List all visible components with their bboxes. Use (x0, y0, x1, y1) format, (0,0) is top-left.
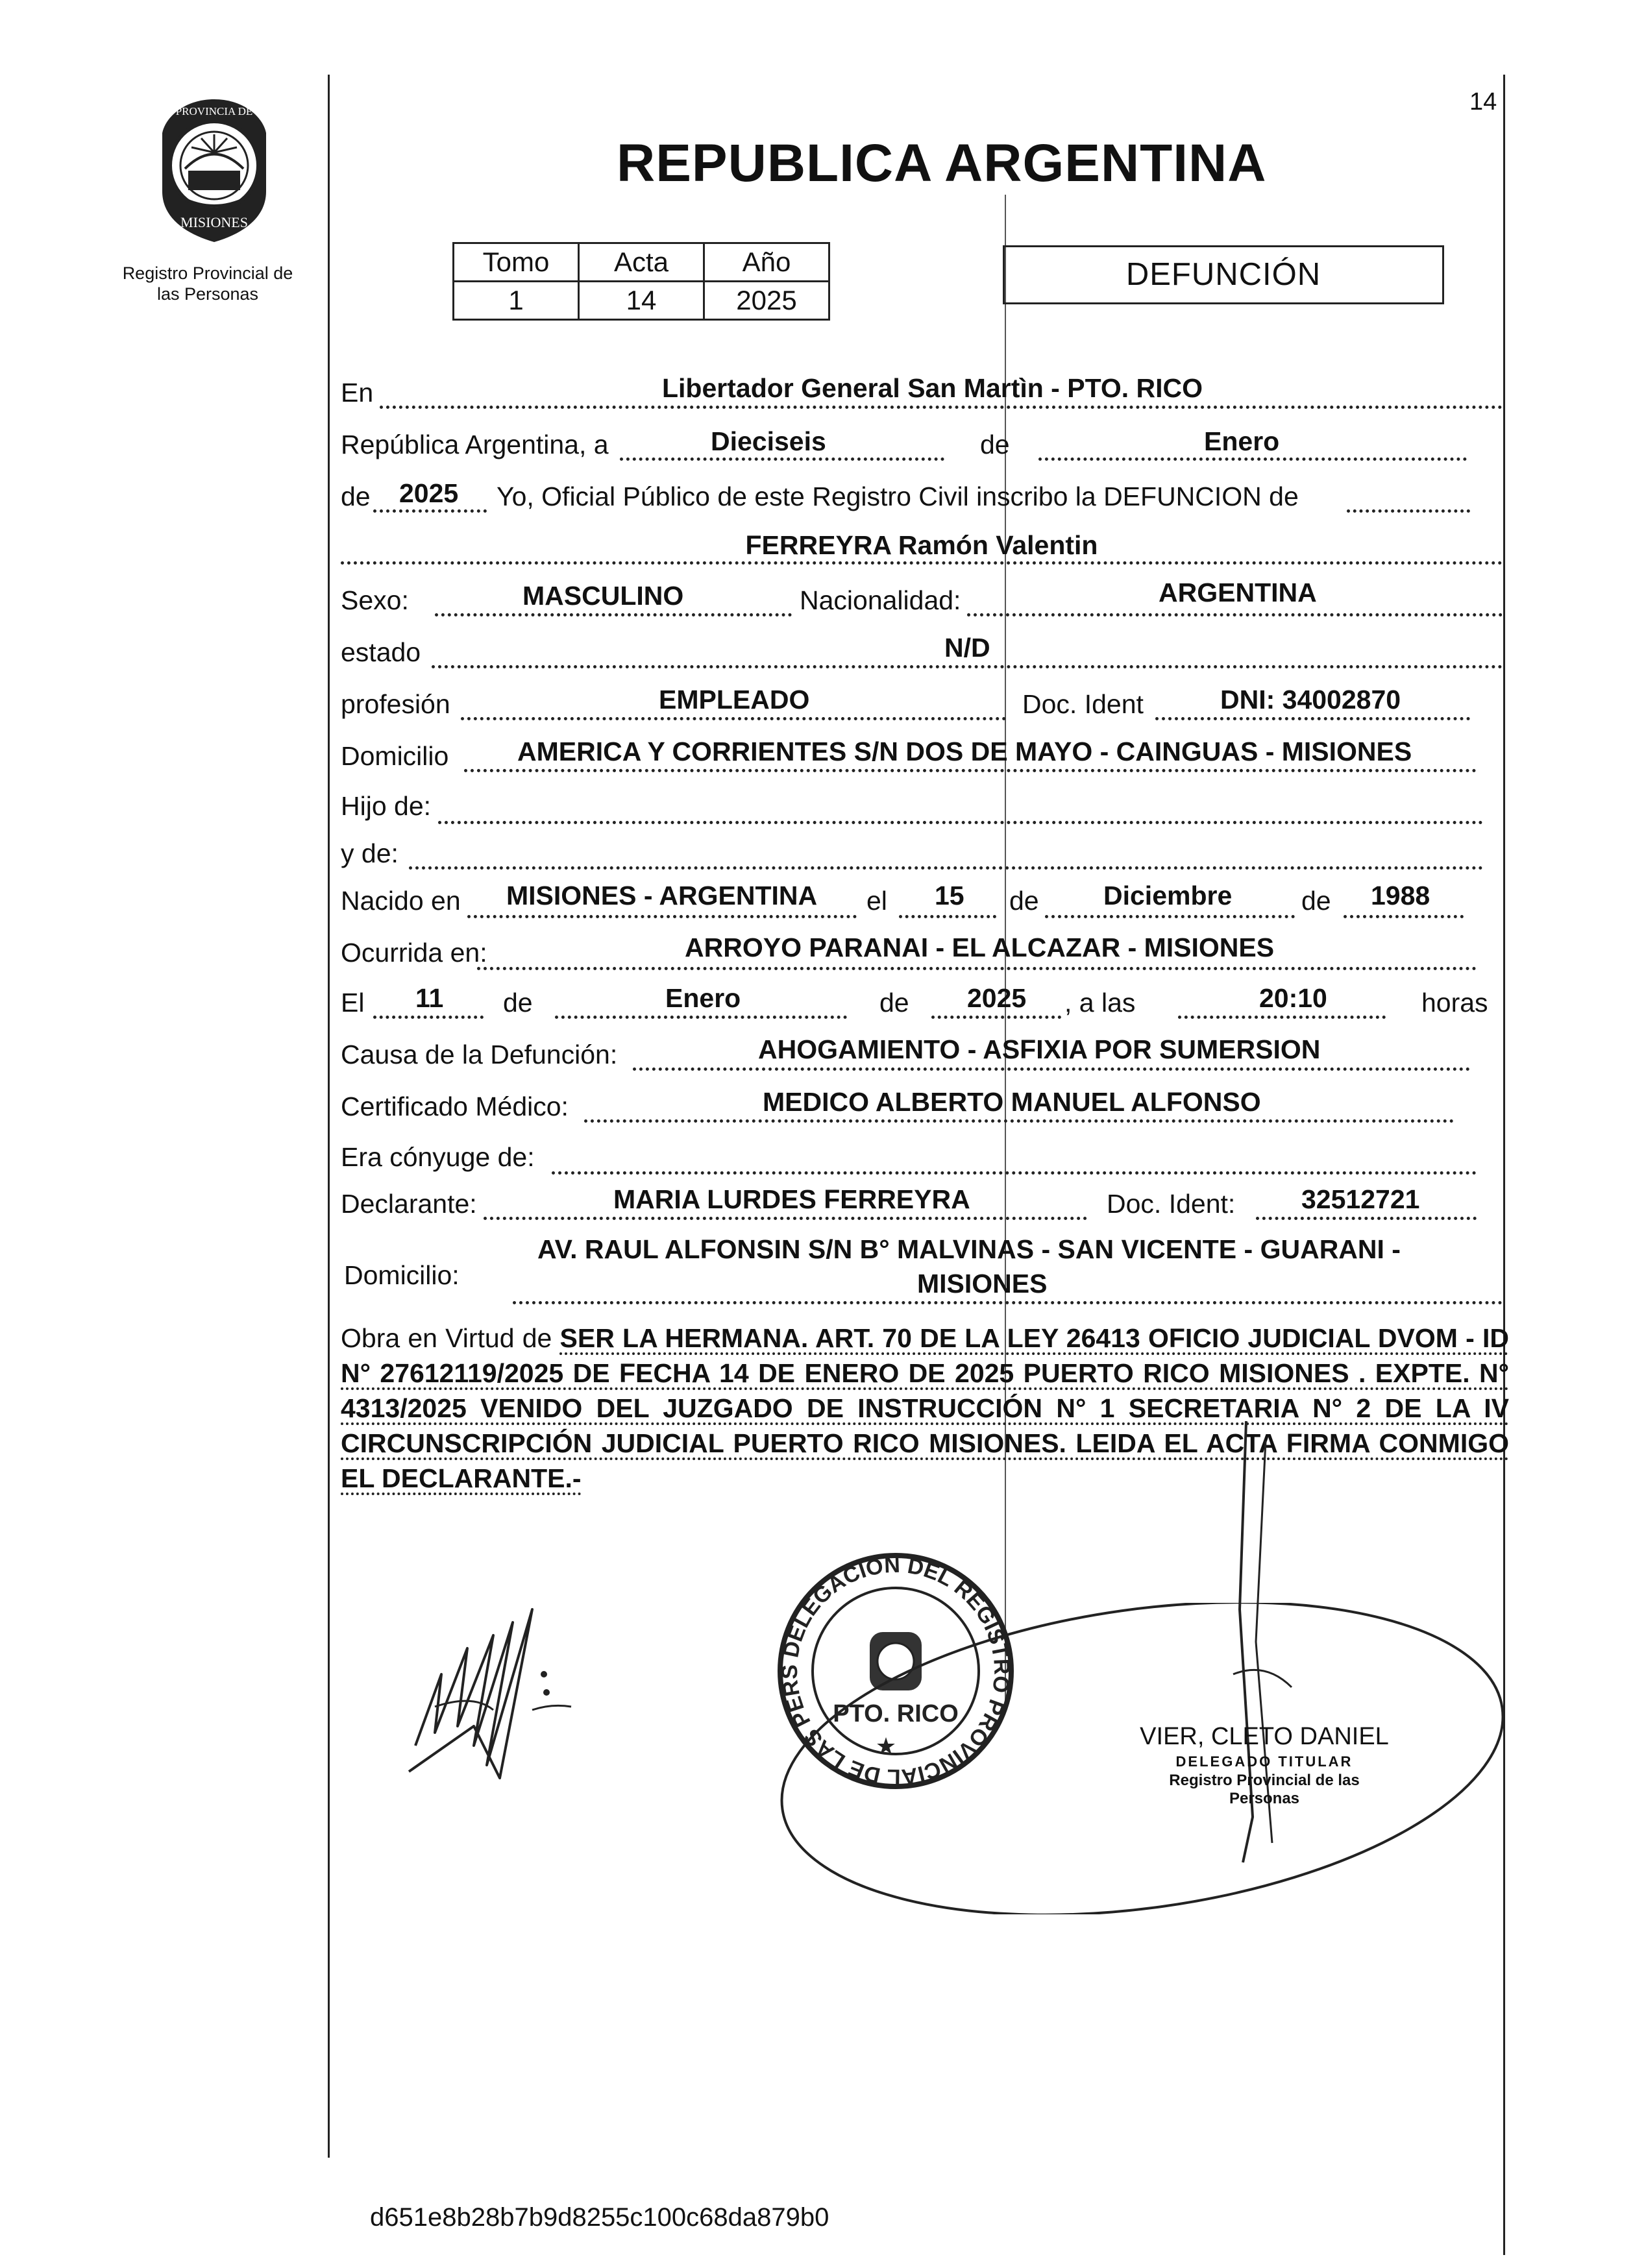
page-number: 14 (1469, 88, 1497, 116)
declarante-domicilio-label: Domicilio: (344, 1260, 460, 1290)
nacido-en-label: Nacido en (341, 886, 461, 916)
nacimiento-mes-value: Diciembre (1103, 881, 1233, 910)
dotted-line (633, 1067, 1470, 1071)
table-cell-acta: 14 (579, 282, 704, 320)
dotted-line (341, 561, 1503, 565)
table-header-tomo: Tomo (454, 243, 579, 282)
dotted-line (1038, 457, 1467, 461)
dotted-line (461, 717, 1006, 720)
obra-label: Obra en Virtud de (341, 1323, 552, 1353)
defuncion-mes-value: Enero (665, 983, 741, 1013)
table-cell-anio: 2025 (704, 282, 829, 320)
official-institution: Registro Provincial de las Personas (1169, 1772, 1360, 1807)
dotted-line (513, 1301, 1503, 1304)
dotted-line (484, 1217, 1087, 1220)
en-value: Libertador General San Martìn - PTO. RICO (662, 373, 1203, 403)
dotted-line (432, 665, 1503, 668)
dotted-line (380, 406, 1503, 409)
declarante-label: Declarante: (341, 1189, 477, 1219)
table-cell-tomo: 1 (454, 282, 579, 320)
day-word-value: Dieciseis (711, 426, 826, 456)
dotted-line (435, 613, 792, 616)
nacimiento-dia-value: 15 (935, 881, 964, 910)
dotted-line (620, 457, 944, 461)
estado-label: estado (341, 637, 421, 667)
dotted-line (477, 967, 1477, 970)
month-value: Enero (1204, 426, 1280, 456)
ocurrida-en-label: Ocurrida en: (341, 938, 487, 968)
defuncion-dia-value: 11 (415, 983, 444, 1013)
dotted-line (438, 821, 1483, 824)
dotted-line (373, 1016, 484, 1019)
republica-label: República Argentina, a (341, 430, 609, 459)
a-las-label: , a las (1064, 988, 1136, 1018)
de-label: de (980, 430, 1010, 459)
ocurrida-en-value: ARROYO PARANAI - EL ALCAZAR - MISIONES (685, 933, 1275, 962)
dotted-line (464, 769, 1477, 772)
defuncion-hora-value: 20:10 (1259, 983, 1327, 1013)
profesion-value: EMPLEADO (659, 685, 810, 714)
profesion-label: profesión (341, 689, 450, 719)
el-label: El (341, 988, 365, 1018)
right-margin-line (1503, 75, 1505, 2255)
declarante-value: MARIA LURDES FERREYRA (613, 1184, 970, 1214)
doc-ident-label: Doc. Ident (1022, 689, 1144, 719)
conyuge-label: Era cónyuge de: (341, 1142, 535, 1172)
el-label: el (866, 886, 887, 916)
table-header-acta: Acta (579, 243, 704, 282)
year-value: 2025 (399, 478, 459, 508)
nacionalidad-value: ARGENTINA (1159, 578, 1317, 607)
dotted-line (899, 915, 996, 918)
dotted-line (1178, 1016, 1386, 1019)
sexo-label: Sexo: (341, 585, 409, 615)
en-label: En (341, 378, 374, 408)
nacimiento-anio-value: 1988 (1371, 881, 1430, 910)
registry-caption: Registro Provincial de las Personas (122, 263, 293, 304)
de-label: de (503, 988, 533, 1018)
horas-label: horas (1421, 988, 1488, 1018)
certificado-label: Certificado Médico: (341, 1091, 569, 1121)
domicilio-value: AMERICA Y CORRIENTES S/N DOS DE MAYO - CAINGUAS - MISIONES (517, 737, 1412, 766)
declarante-domicilio-line2: MISIONES (917, 1269, 1048, 1299)
defuncion-anio-value: 2025 (967, 983, 1027, 1013)
estado-value: N/D (944, 633, 990, 663)
svg-text:★: ★ (875, 1733, 897, 1760)
certificado-value: MEDICO ALBERTO MANUEL ALFONSO (763, 1087, 1261, 1117)
de-label: de (1009, 886, 1039, 916)
declarant-signature (396, 1596, 584, 1791)
svg-text:PTO. RICO: PTO. RICO (833, 1700, 959, 1727)
nacido-lugar-value: MISIONES - ARGENTINA (506, 881, 818, 910)
dotted-line (555, 1016, 847, 1019)
dotted-line (967, 613, 1503, 616)
province-coat-of-arms-logo (146, 94, 282, 247)
svg-text:DELEGACION DEL REGISTRO PROVIN: DELEGACION DEL REGISTRO PROVINCIAL DE LAS PERS (777, 1552, 1014, 1790)
document-hash: d651e8b28b7b9d8255c100c68da879b0 (370, 2203, 829, 2232)
doc-ident-value: DNI: 34002870 (1220, 685, 1401, 714)
record-table-value-row (454, 282, 829, 320)
de-label: de (879, 988, 909, 1018)
obra-en-virtud-paragraph (341, 1321, 1509, 1496)
dotted-line (931, 1016, 1061, 1019)
record-table (452, 242, 830, 321)
dotted-line (1155, 717, 1470, 720)
inscribo-text: Yo, Oficial Público de este Registro Civil inscribo la DEFUNCION de (497, 482, 1299, 511)
record-table-header-row (454, 243, 829, 282)
hijo-de-label: Hijo de: (341, 791, 432, 821)
act-type-box: DEFUNCIÓN (1003, 245, 1444, 304)
dotted-line (1347, 509, 1470, 513)
svg-text:MISIONES: MISIONES (180, 214, 248, 230)
de-label: de (341, 482, 371, 511)
declarante-doc-value: 32512721 (1301, 1184, 1420, 1214)
causa-label: Causa de la Defunción: (341, 1040, 618, 1069)
left-margin-line (328, 75, 330, 2158)
deceased-name: FERREYRA Ramón Valentin (745, 530, 1098, 560)
dotted-line (467, 915, 857, 918)
dotted-line (1256, 1217, 1477, 1220)
official-role: DELEGADO TITULAR (1175, 1753, 1353, 1770)
declarante-domicilio-line1: AV. RAUL ALFONSIN S/N B° MALVINAS - SAN VICENTE - GUARANI - (537, 1234, 1401, 1264)
page-title: REPUBLICA ARGENTINA (617, 134, 1267, 193)
dotted-line (584, 1119, 1454, 1123)
table-header-anio: Año (704, 243, 829, 282)
obra-text: SER LA HERMANA. ART. 70 DE LA LEY 26413 OFICIO JUDICIAL DVOM - ID N° 27612119/2025 DE FECHA 14 DE ENERO DE 2025 PUERTO RICO MISIONES . EXPTE. N° 4313/2025 VENIDO DEL JUZGADO DE INSTRUCCIÓN N° 1 SECRETARIA N° 2 DE LA IV CIRCUNSCRIPCIÓN JUDICIAL PUERTO RICO MISIONES. LEIDA EL ACTA FIRMA CONMIGO EL DECLARANTE.- (341, 1323, 1509, 1493)
de-label: de (1301, 886, 1331, 916)
causa-value: AHOGAMIENTO - ASFIXIA POR SUMERSION (758, 1034, 1321, 1064)
dotted-line (409, 866, 1483, 870)
declarante-doc-label: Doc. Ident: (1107, 1189, 1236, 1219)
nacionalidad-label: Nacionalidad: (800, 585, 961, 615)
sexo-value: MASCULINO (522, 581, 684, 611)
dotted-line (373, 509, 487, 513)
dotted-line (552, 1171, 1477, 1175)
domicilio-label: Domicilio (341, 741, 449, 771)
official-name: VIER, CLETO DANIEL (1140, 1723, 1389, 1750)
svg-text:PROVINCIA DE: PROVINCIA DE (175, 105, 253, 117)
y-de-label: y de: (341, 838, 399, 868)
dotted-line (1344, 915, 1464, 918)
official-name-block (1135, 1723, 1394, 1808)
dotted-line (1045, 915, 1295, 918)
